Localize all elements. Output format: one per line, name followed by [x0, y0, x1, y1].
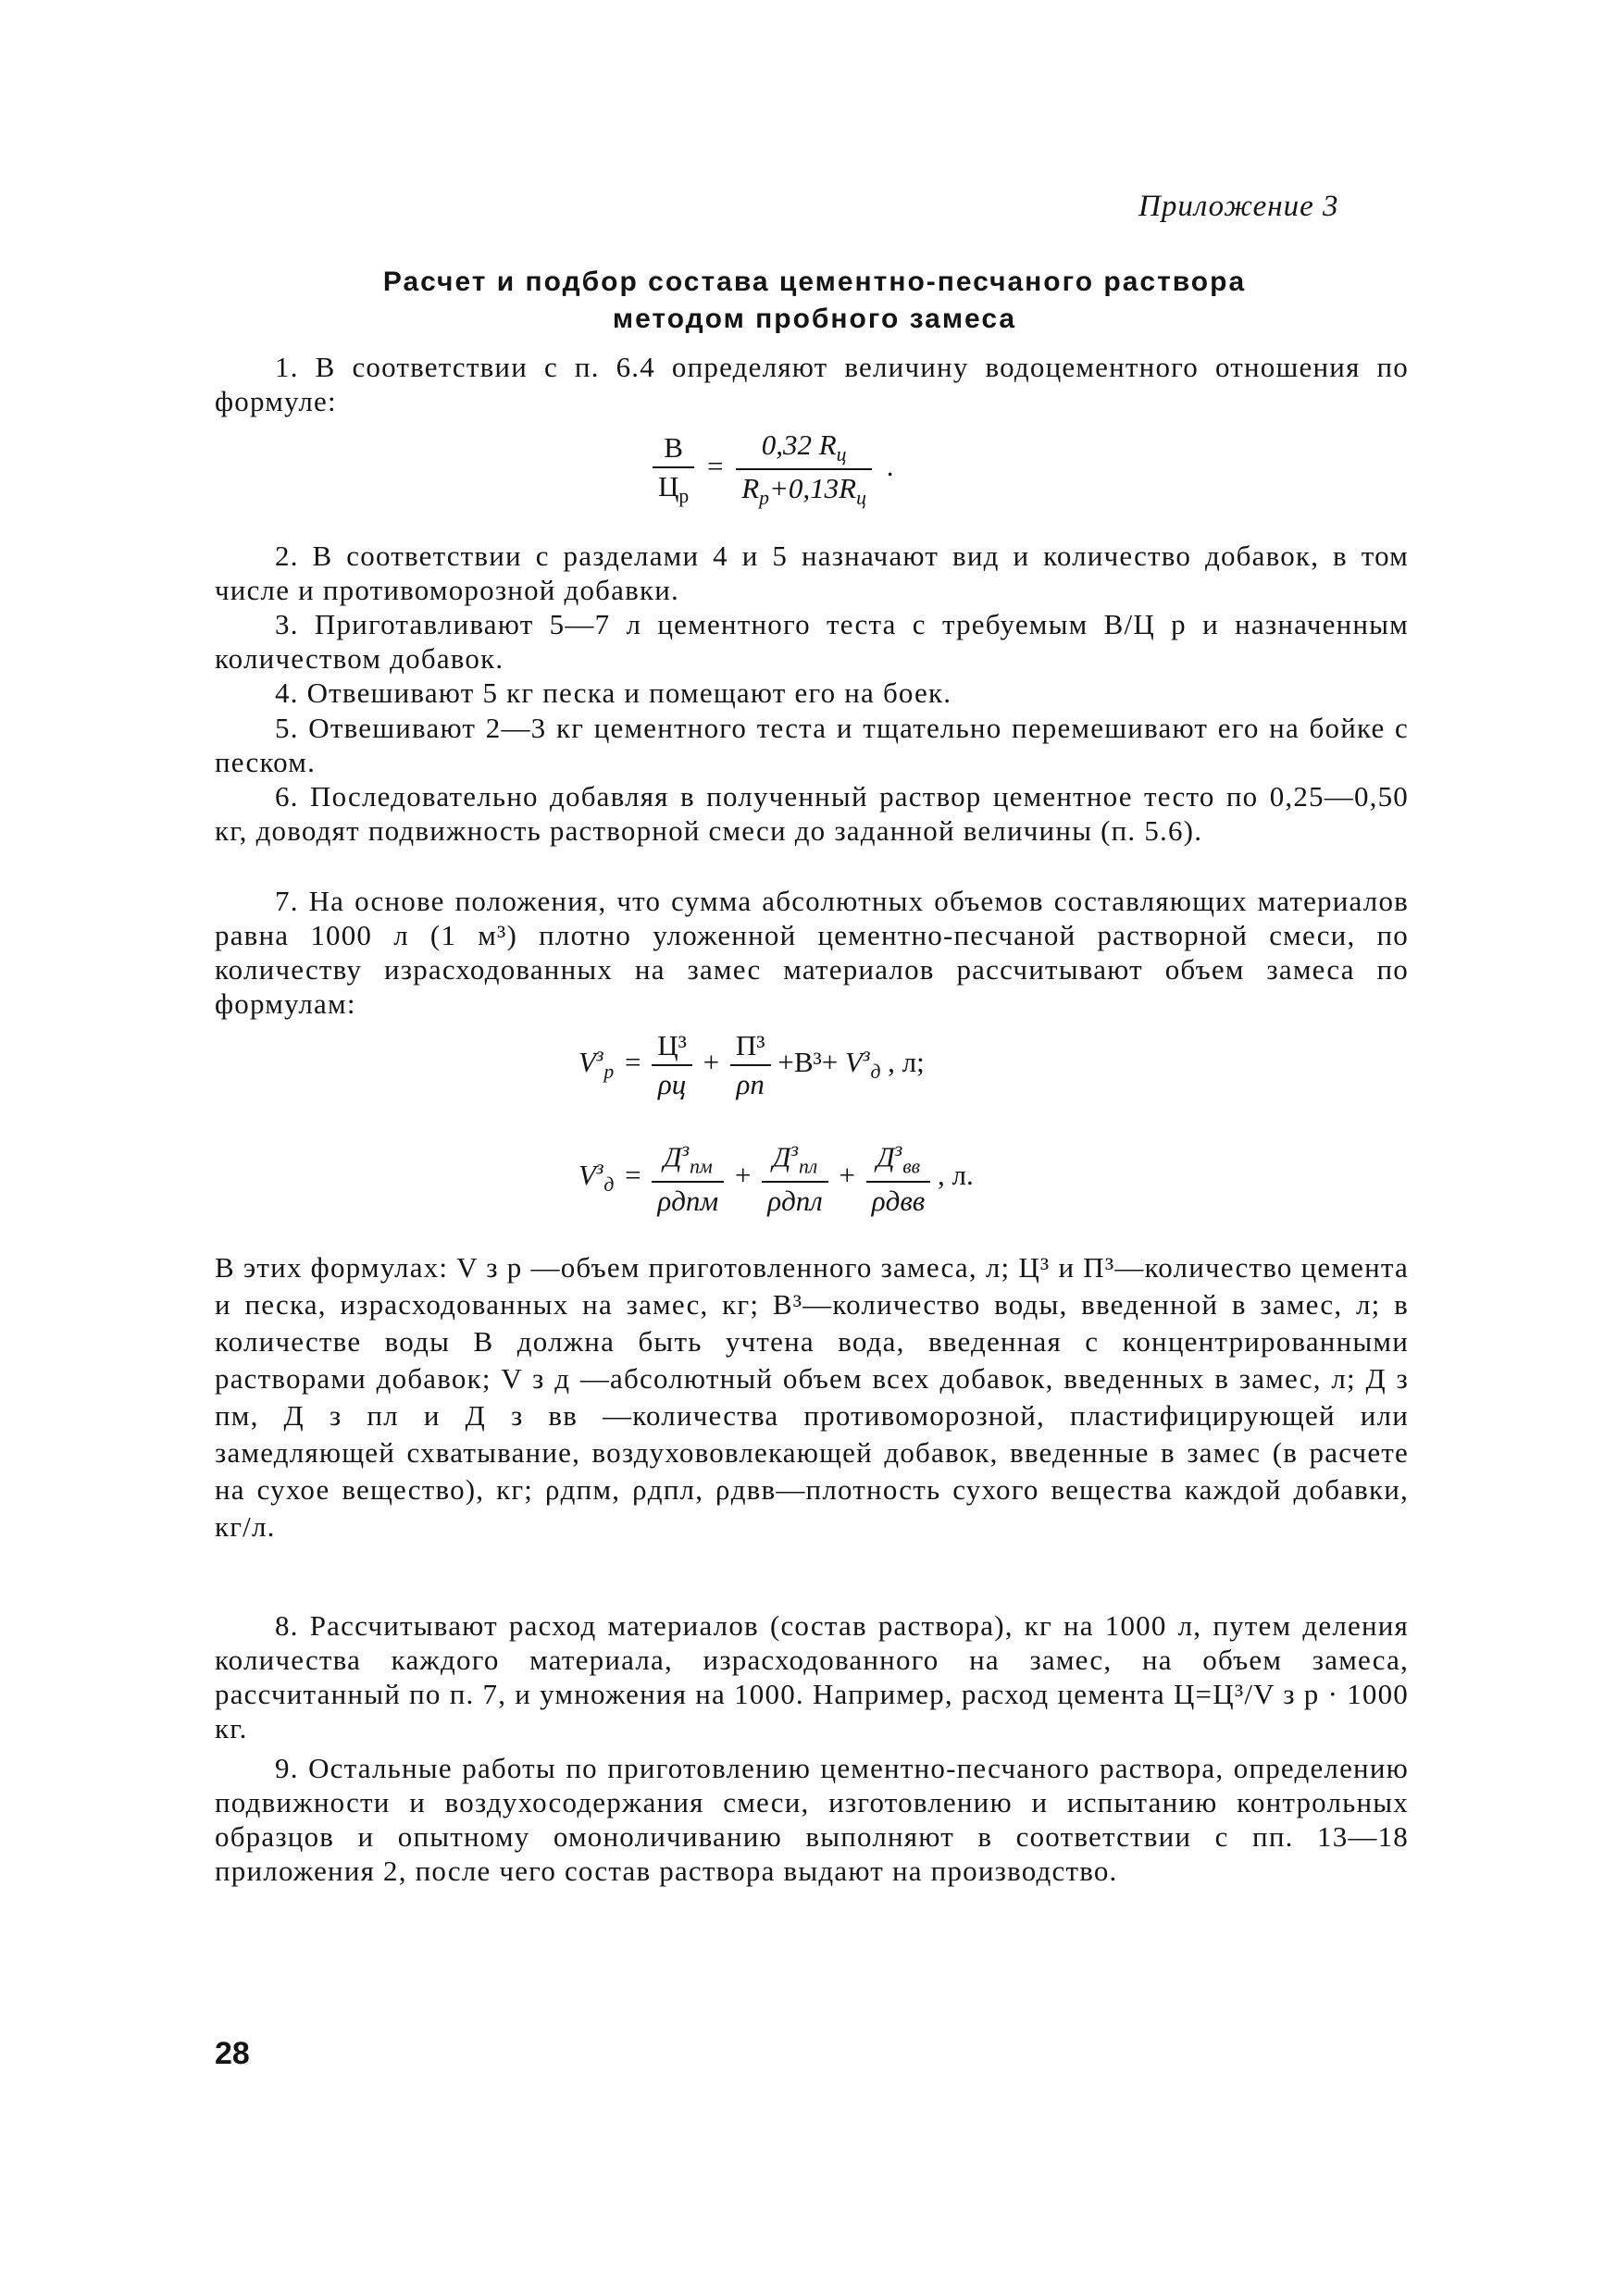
step-6: 6. Последовательно добавляя в полученный раствор цементное тесто по 0,25—0,50 кг, доводят подвижность растворной смеси до заданной величины (п. 5.6).	[215, 780, 1409, 847]
formula2-unit: , л;	[888, 1046, 925, 1079]
formula3-term-air-entraining: $\frac{Д^з_{вв}}{\text{ρдвв}}$	[866, 1138, 930, 1218]
formula3-lhs: $V^з_д$	[578, 1156, 615, 1197]
fraction-lhs-numerator: В	[653, 431, 694, 468]
formula-end-period: .	[886, 450, 894, 483]
step-7: 7. На основе положения, что сумма абсолютных объемов составляющих материалов равна 1000 л (1 м³) плотно уложенной цементно-песчаной растворной смеси, по количеству израсходованных на замес материалов рассчитывают объем замеса по формулам:	[215, 885, 1409, 1020]
equals-sign: =	[706, 450, 724, 483]
fraction-rhs-numerator: 0,32 $R_ц$	[736, 428, 872, 470]
step-4: 4. Отвешивают 5 кг песка и помещают его на боек.	[275, 676, 952, 709]
title-line-1: Расчет и подбор состава цементно-песчаного раствора	[382, 267, 1247, 297]
formula3-term-plasticizer: $\frac{Д^з_{пл}}{\text{ρдпл}}$	[762, 1138, 828, 1218]
step-5: 5. Отвешивают 2—3 кг цементного теста и тщательно перемешивают его на бойке с песком.	[215, 712, 1409, 778]
fraction-lhs-denominator: $Ц_р$	[658, 469, 690, 507]
formula3-unit: , л.	[938, 1158, 974, 1191]
step-2: 2. В соответствии с разделами 4 и 5 назначают вид и количество добавок, в том числе и противоморозной добавки.	[215, 540, 1409, 606]
step-1: 1. В соответствии с п. 6.4 определяют величину водоцементного отношения по формуле:	[215, 351, 1409, 417]
step-3: 3. Приготавливают 5—7 л цементного теста с требуемым В/Ц р и назначенным количеством добавок.	[215, 608, 1409, 675]
page-number: 28	[215, 2036, 250, 2071]
fraction-rhs-denominator: $R_р+0,13R_ц$	[741, 472, 866, 510]
formula-additive-volume: $V^з_д$ = $\frac{Д^з_{пм}}{\text{ρдпм}}$ + $\frac{Д^з_{пл}}{\text{ρдпл}}$ + $\frac{Д^з_{вв}}{\text{ρдвв}}$ , л.	[578, 1138, 974, 1217]
appendix-label: Приложение 3	[1138, 190, 1339, 223]
formula2-term-additives: $V^з_д$	[845, 1043, 881, 1084]
step-9: 9. Остальные работы по приготовлению цементно-песчаного раствора, определению подвижности и воздухосодержания смеси, изготовлению и испытанию контрольных образцов и опытному омоноличиванию выполняют в соответствии с пп. 13—18 приложения 2, после чего состав раствора выдают на производство.	[215, 1752, 1409, 1887]
fraction-rhs	[736, 428, 872, 510]
formula2-term-cement: $\frac{\text{Ц³}}{\rho ц}$	[652, 1029, 692, 1101]
formula3-term-antifreeze: $\frac{Д^з_{пм}}{\text{ρдпм}}$	[652, 1138, 724, 1218]
formula2-term-water: +В³+	[777, 1046, 839, 1079]
step-8: 8. Рассчитывают расход материалов (состав раствора), кг на 1000 л, путем деления количества каждого материала, израсходованного на замес, на объем замеса, рассчитанный по п. 7, и умножения на 1000. Например, расход цемента Ц=Ц³/V з р · 1000 кг.	[215, 1609, 1409, 1744]
fraction-lhs	[653, 431, 694, 508]
formulas-explanation: В этих формулах: V з р —объем приготовленного замеса, л; Ц³ и П³—количество цемента и песка, израсходованных на замес, кг; В³—количество воды, введенной в замес, л; в количестве воды В должна быть учтена вода, введенная с концентрированными растворами добавок; V з д —абсолютный объем всех добавок, введенных в замес, л; Д з пм, Д з пл и Д з вв —количества противоморозной, пластифицирующей или замедляющей схватывание, воздухововлекающей добавок, введенные в замес (в расчете на сухое вещество), кг; ρдпм, ρдпл, ρдвв—плотность сухого вещества каждой добавки, кг/л.	[215, 1251, 1409, 1543]
formula-mix-volume: $V^з_р$ = $\frac{\text{Ц³}}{\rho ц}$ + $\frac{\text{П³}}{\rho п}$ $+В^3+ V^з_д$ , л;	[578, 1029, 925, 1100]
formula-water-cement-ratio	[653, 428, 893, 510]
formula2-lhs: $V^з_р$	[578, 1043, 615, 1084]
formula2-term-sand: $\frac{\text{П³}}{\rho п}$	[730, 1029, 771, 1101]
document-title	[213, 264, 1416, 338]
title-line-2: методом пробного замеса	[612, 304, 1017, 334]
